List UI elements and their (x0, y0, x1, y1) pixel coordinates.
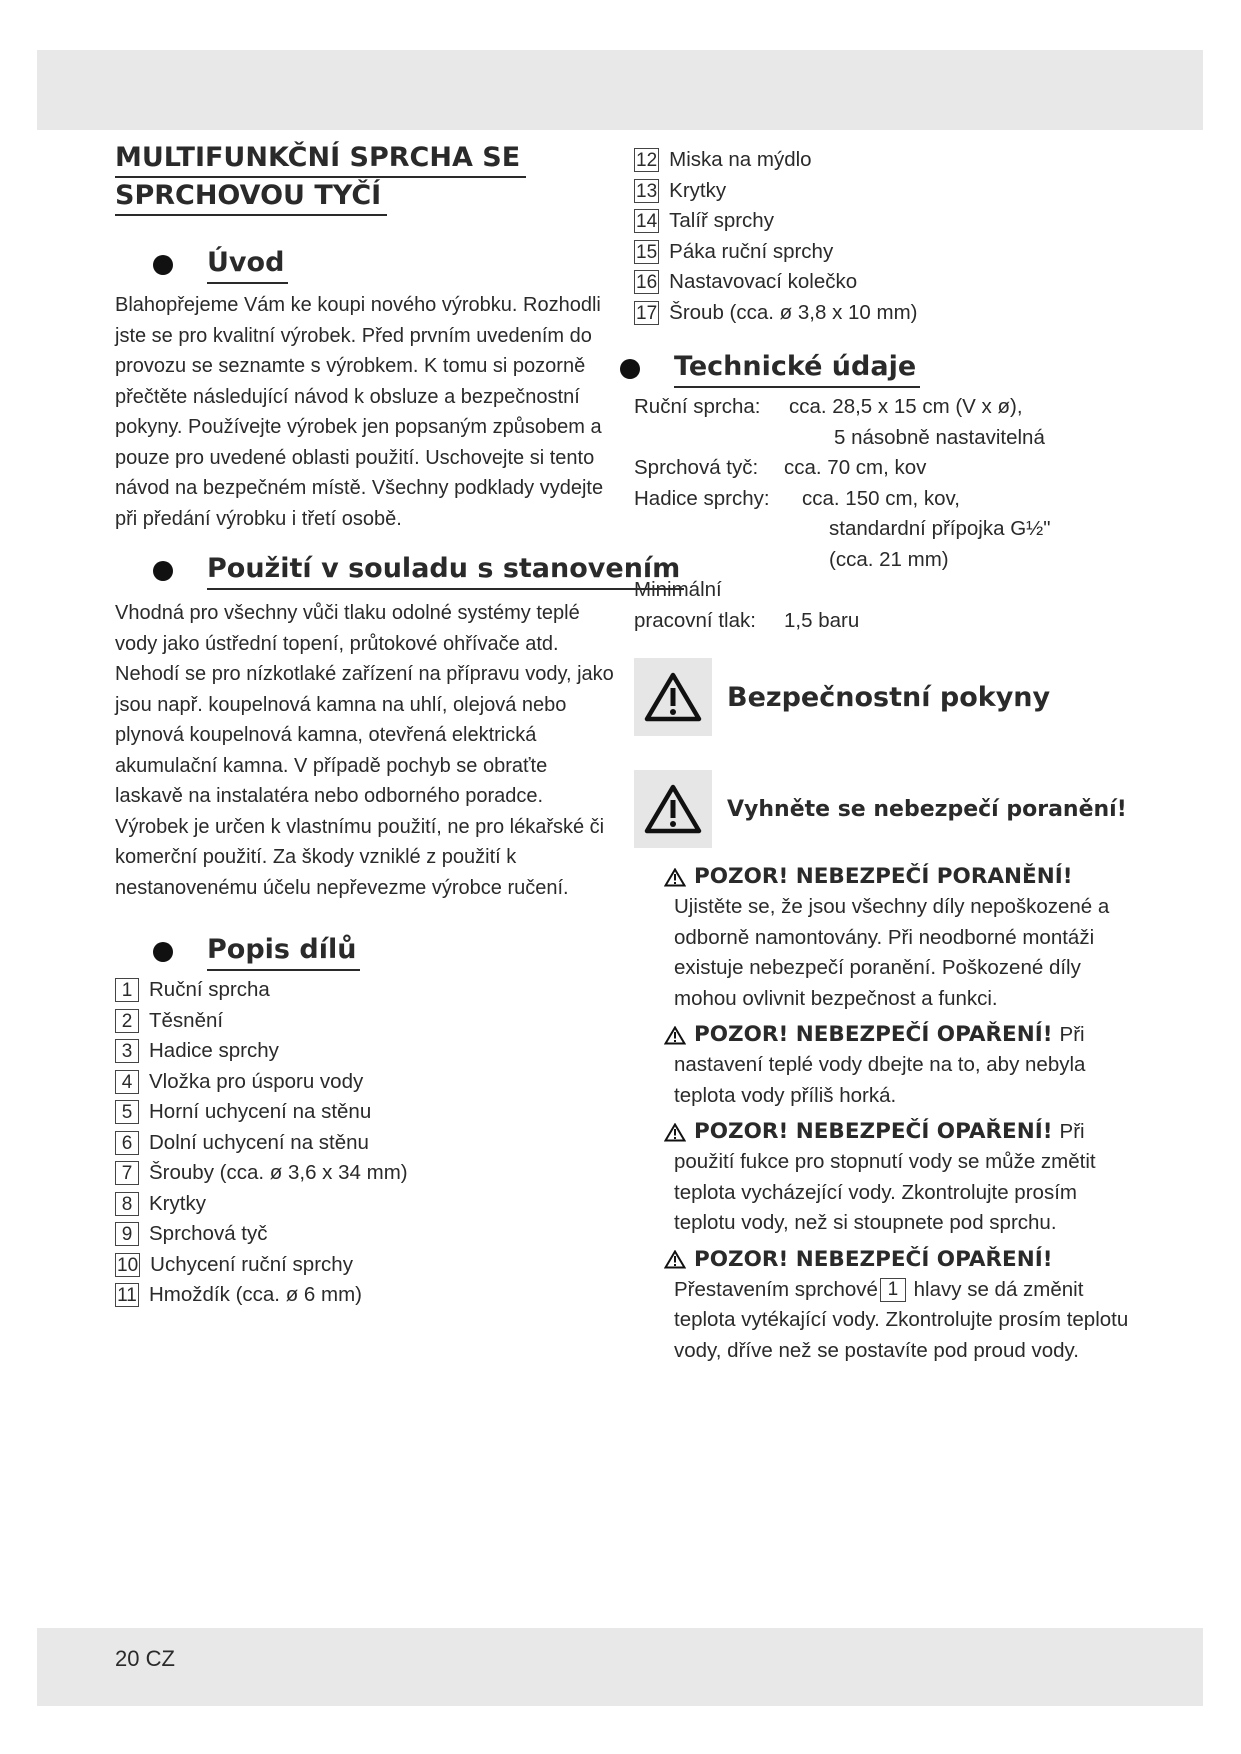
part-number-box: 14 (636, 211, 658, 233)
part-label: Vložka pro úsporu vody (149, 1069, 364, 1093)
spec-value: cca. 28,5 x 15 cm (V x ø), (789, 395, 1023, 418)
title-line-2: SPRCHOVOU TYČÍ (115, 178, 387, 216)
warning-icon-box (634, 658, 712, 736)
usage-heading-text: Použití v souladu s stanovením (207, 550, 684, 590)
caution-heading: POZOR! NEBEZPEČÍ OPAŘENÍ! (694, 1246, 1053, 1272)
warning-icon-box (634, 770, 712, 848)
caution-text: Ujistěte se, že jsou všechny díly nepoškozené a odborně namontovány. Při neodborné montáži existuje nebezpečí poranění. Poškozené díly mohou ovlivnit bezpečnost a funkci. (674, 895, 1110, 1010)
spec-value: standardní přípojka G½" (829, 517, 1051, 540)
list-item (115, 1097, 615, 1128)
part-number-box: 3 (115, 1039, 139, 1063)
list-item (115, 1128, 615, 1159)
part-label: Páka ruční sprchy (669, 239, 834, 263)
part-number-box: 13 (636, 180, 658, 202)
part-label: Krytky (149, 1191, 206, 1215)
part-number-box: 15 (636, 241, 658, 263)
right-column (634, 145, 1134, 1366)
parts-list-left (115, 975, 615, 1311)
caution-heading: POZOR! NEBEZPEČÍ PORANĚNÍ! (694, 864, 1073, 889)
footer-band (37, 1628, 1203, 1706)
part-number-box: 7 (115, 1161, 139, 1185)
caution-text (664, 1275, 1134, 1367)
list-item (115, 1189, 615, 1220)
list-item (115, 1250, 615, 1281)
usage-text: Vhodná pro všechny vůči tlaku odolné systémy teplé vody jako ústřední topení, průtokové ohřívače atd. Nehodí se pro nízkotlaké zařízení na přípravu vody, jako jsou např. koupelnová kamna na uhlí, olejová nebo plynová koupelnová kamna, otevřená elektrická akumulační kamna. V případě pochyb se obraťte laskavě na instalatéra nebo odborného poradce. Výrobek je určen k vlastnímu použití, ne pro lékařské či komerční použití. Za škody vzniklé z použití k nestanovenému účelu nepřevezme výrobce ručení. (115, 602, 614, 899)
part-number-box: 11 (115, 1283, 139, 1307)
list-item (115, 975, 615, 1006)
part-label: Sprchová tyč (149, 1222, 268, 1246)
part-label: Krytky (669, 178, 727, 202)
caution-lead: Při (1059, 1120, 1085, 1143)
small-warning-icon (664, 1250, 686, 1269)
part-number-box: 9 (115, 1222, 139, 1246)
caution-heading: POZOR! NEBEZPEČÍ OPAŘENÍ! (694, 1022, 1053, 1047)
spec-label: Hadice sprchy: (634, 486, 770, 510)
spec-value: 1,5 baru (784, 608, 860, 632)
part-number-box: 10 (117, 1254, 139, 1276)
list-item (634, 145, 1134, 176)
part-number-box: 2 (115, 1009, 139, 1033)
bullet-icon (153, 255, 173, 275)
parts-heading (115, 931, 615, 971)
part-label: Ruční sprcha (149, 978, 270, 1002)
list-item (115, 1006, 615, 1037)
warning-triangle-icon (644, 784, 702, 834)
title-line-1: MULTIFUNKČNÍ SPRCHA SE (115, 140, 526, 178)
safety-heading (634, 658, 1134, 736)
part-label: Šrouby (cca. ø 3,6 x 34 mm) (149, 1161, 408, 1185)
caution-1 (664, 862, 1134, 1014)
part-number-box: 17 (636, 302, 658, 324)
part-label: Šroub (cca. ø 3,8 x 10 mm) (669, 300, 918, 324)
bullet-icon (620, 359, 640, 379)
caution-text: použití fukce pro stopnutí vody se může změtit teplota vycházející vody. Zkontrolujte prosím teplotu vody, než si stoupnete pod sprchu. (674, 1150, 1096, 1234)
spec-label: Ruční sprcha: (634, 395, 761, 418)
spec-label: pracovní tlak: (634, 608, 756, 632)
tech-heading-text: Technické údaje (674, 348, 920, 388)
list-item (115, 1219, 615, 1250)
part-label: Těsnění (149, 1008, 224, 1032)
intro-heading (115, 244, 615, 284)
part-number-box: 4 (115, 1070, 139, 1094)
list-item (634, 237, 1134, 268)
part-label: Nastavovací kolečko (669, 270, 858, 294)
part-label: Uchycení ruční sprchy (150, 1252, 353, 1276)
caution-text-part: Přestavením sprchové (674, 1277, 878, 1301)
spec-value: (cca. 21 mm) (829, 547, 949, 571)
list-item (634, 298, 1134, 329)
part-number-box: 8 (115, 1192, 139, 1216)
part-label: Horní uchycení na stěnu (149, 1100, 372, 1124)
list-item (115, 1158, 615, 1189)
part-number-box: 6 (115, 1131, 139, 1155)
caution-4 (664, 1245, 1134, 1367)
tech-specs (634, 392, 1134, 636)
part-label: Miska na mýdlo (669, 148, 812, 172)
caution-text-part: hlavy se dá změnit teplota vytékající vody. Zkontrolujte prosím teplotu vody, dříve než se postavíte pod proud vody. (674, 1277, 1129, 1362)
part-number-box: 12 (636, 150, 658, 172)
safety-subheading-text: Vyhněte se nebezpečí poranění! (727, 796, 1127, 822)
warning-triangle-icon (644, 672, 702, 722)
caution-lead: Při (1059, 1023, 1085, 1046)
intro-heading-text: Úvod (207, 244, 288, 284)
parts-heading-text: Popis dílů (207, 931, 360, 971)
caution-3 (664, 1117, 1134, 1239)
page-title (115, 140, 615, 216)
part-label: Dolní uchycení na stěnu (149, 1130, 369, 1154)
part-label: Hadice sprchy (149, 1039, 279, 1063)
list-item (115, 1067, 615, 1098)
small-warning-icon (664, 868, 686, 887)
list-item (634, 267, 1134, 298)
spec-value: 5 násobně nastavitelná (834, 425, 1045, 449)
part-label: Hmoždík (cca. ø 6 mm) (149, 1283, 362, 1307)
tech-heading (580, 348, 1134, 388)
list-item (115, 1036, 615, 1067)
spec-label: Sprchová tyč: (634, 456, 759, 479)
caution-2 (664, 1020, 1134, 1111)
list-item (115, 1280, 615, 1311)
safety-subheading (634, 770, 1134, 848)
spec-value: cca. 70 cm, kov (784, 456, 927, 479)
caution-heading: POZOR! NEBEZPEČÍ OPAŘENÍ! (694, 1119, 1053, 1144)
spec-label: Minimální (634, 578, 722, 601)
bullet-icon (153, 942, 173, 962)
spec-value: cca. 150 cm, kov, (802, 486, 960, 510)
page-number: 20 CZ (115, 1646, 175, 1671)
bullet-icon (153, 561, 173, 581)
caution-text: nastavení teplé vody dbejte na to, aby nebyla teplota vody příliš horká. (674, 1053, 1086, 1107)
part-reference-box: 1 (880, 1278, 906, 1302)
safety-heading-text: Bezpečnostní pokyny (727, 681, 1051, 713)
part-label: Talíř sprchy (669, 209, 774, 233)
usage-heading (115, 550, 681, 590)
part-number-box: 16 (636, 272, 658, 294)
intro-text: Blahopřejeme Vám ke koupi nového výrobku. Rozhodli jste se pro kvalitní výrobek. Před prvním uvedením do provozu se seznamte s výrobkem. K tomu si pozorně přečtěte následující návod k obsluze a bezpečnostní pokyny. Používejte výrobek jen popsaným způsobem a pouze pro uvedené oblasti použití. Uschovejte si tento návod na bezpečném místě. Všechny podklady vydejte při předání výrobku i třetí osobě. (115, 294, 604, 530)
parts-list-right (634, 145, 1134, 328)
header-band (37, 50, 1203, 130)
small-warning-icon (664, 1123, 686, 1142)
list-item (634, 176, 1134, 207)
small-warning-icon (664, 1026, 686, 1045)
part-number-box: 1 (115, 978, 139, 1002)
part-number-box: 5 (115, 1100, 139, 1124)
list-item (634, 206, 1134, 237)
